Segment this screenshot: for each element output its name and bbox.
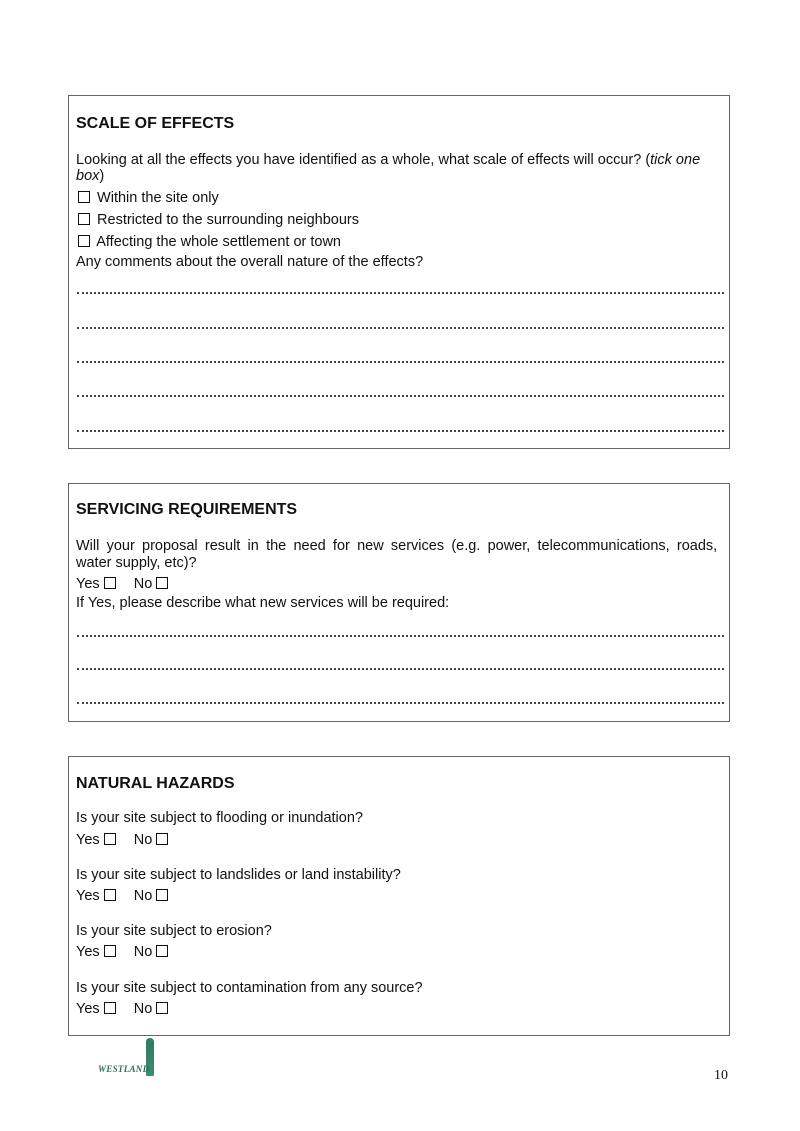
comment-line[interactable] <box>77 361 724 363</box>
answer-line[interactable] <box>77 635 724 637</box>
question-part: Looking at all the effects you have identified as a whole, what scale of effects will occur? ( <box>76 152 651 168</box>
page-number: 10 <box>714 1068 728 1083</box>
logo-text: WESTLAND <box>98 1064 150 1074</box>
checkbox[interactable] <box>78 213 90 225</box>
question-part: ) <box>99 168 105 184</box>
comment-line[interactable] <box>77 292 724 294</box>
followup-prompt: If Yes, please describe what new services will be required: <box>76 595 450 611</box>
option-label: Restricted to the surrounding neighbours <box>97 212 359 228</box>
section-title: NATURAL HAZARDS <box>76 775 235 792</box>
yes-no-choice <box>76 888 170 905</box>
yes-label: Yes <box>76 888 100 904</box>
hazard-question: Is your site subject to landslides or land instability? <box>76 867 401 883</box>
no-checkbox[interactable] <box>156 889 168 901</box>
option-neighbours[interactable] <box>76 212 359 229</box>
hazard-question: Is your site subject to flooding or inundation? <box>76 810 363 826</box>
yes-no-choice <box>76 576 170 593</box>
yes-checkbox[interactable] <box>104 1002 116 1014</box>
no-label: No <box>133 832 153 848</box>
option-label: Affecting the whole settlement or town <box>96 234 341 250</box>
hazard-question: Is your site subject to erosion? <box>76 923 272 939</box>
question-text-line2 <box>76 168 104 185</box>
yes-label: Yes <box>76 944 100 960</box>
yes-label: Yes <box>76 576 100 592</box>
yes-label: Yes <box>76 832 100 848</box>
hazard-question: Is your site subject to contamination from any source? <box>76 980 423 996</box>
yes-checkbox[interactable] <box>104 945 116 957</box>
question-text: Will your proposal result in the need for new services (e.g. power, telecommunications, roads, <box>76 538 718 554</box>
comment-line[interactable] <box>77 327 724 329</box>
comment-line[interactable] <box>77 430 724 432</box>
question-italic: tick one <box>650 152 701 168</box>
yes-no-choice <box>76 1001 170 1018</box>
no-label: No <box>133 1001 153 1017</box>
westland-logo <box>98 1038 158 1083</box>
no-checkbox[interactable] <box>156 945 168 957</box>
answer-line[interactable] <box>77 702 724 704</box>
yes-no-choice <box>76 944 170 961</box>
question-text <box>76 152 700 169</box>
yes-label: Yes <box>76 1001 100 1017</box>
section-title: SCALE OF EFFECTS <box>76 115 235 132</box>
checkbox[interactable] <box>78 235 90 247</box>
section-title: SERVICING REQUIREMENTS <box>76 501 298 518</box>
yes-checkbox[interactable] <box>104 577 116 589</box>
no-label: No <box>133 944 153 960</box>
answer-line[interactable] <box>77 668 724 670</box>
option-whole-town[interactable] <box>76 234 341 251</box>
no-label: No <box>133 888 153 904</box>
question-text-line2: water supply, etc)? <box>76 555 197 571</box>
checkbox[interactable] <box>78 191 90 203</box>
no-checkbox[interactable] <box>156 1002 168 1014</box>
yes-checkbox[interactable] <box>104 889 116 901</box>
option-label: Within the site only <box>97 190 219 206</box>
no-checkbox[interactable] <box>156 833 168 845</box>
comments-prompt: Any comments about the overall nature of the effects? <box>76 254 424 270</box>
yes-no-choice <box>76 832 170 849</box>
yes-checkbox[interactable] <box>104 833 116 845</box>
no-checkbox[interactable] <box>156 577 168 589</box>
no-label: No <box>133 576 153 592</box>
option-within-site[interactable] <box>76 190 219 207</box>
comment-line[interactable] <box>77 395 724 397</box>
question-italic: box <box>76 168 100 184</box>
